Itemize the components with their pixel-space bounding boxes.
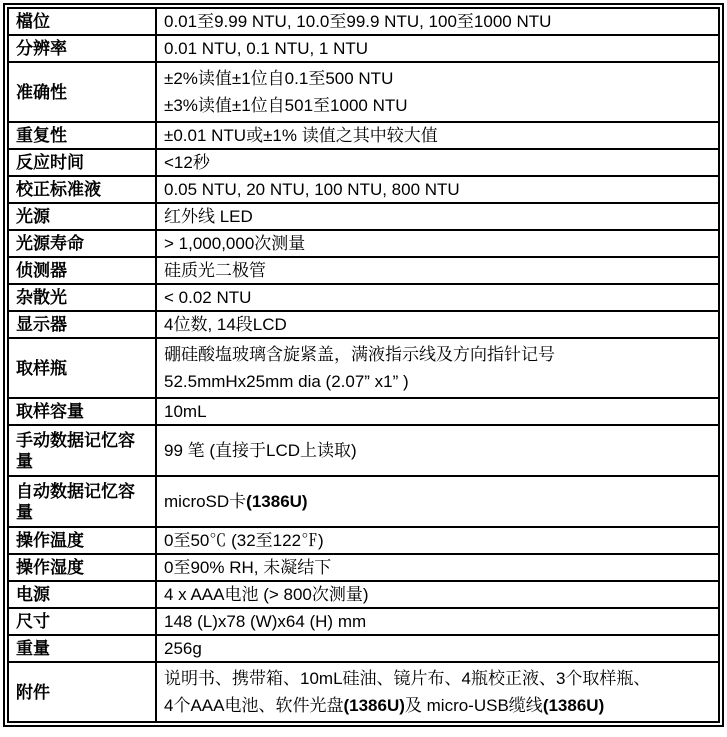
value-text: 10mL — [164, 402, 207, 421]
row-value — [156, 122, 719, 149]
table-row — [8, 203, 719, 230]
row-label: 重复性 — [8, 122, 156, 149]
row-value — [156, 338, 719, 398]
table-row — [8, 122, 719, 149]
value-text: 0至90% RH, 未凝结下 — [164, 558, 332, 577]
row-label: 侦测器 — [8, 257, 156, 284]
row-label: 操作湿度 — [8, 554, 156, 581]
row-label: 反应时间 — [8, 149, 156, 176]
model-number-bold: (1386U) — [542, 696, 605, 715]
value-text: 4 x AAA电池 (> 800次测量) — [164, 585, 369, 604]
value-text: <12秒 — [164, 153, 210, 172]
table-row — [8, 62, 719, 122]
row-value — [156, 8, 719, 35]
row-value-line — [164, 491, 711, 512]
table-row — [8, 554, 719, 581]
row-value-line — [164, 530, 711, 551]
row-value — [156, 311, 719, 338]
row-value — [156, 62, 719, 122]
row-value-line — [164, 584, 711, 605]
value-text: > 1,000,000次测量 — [164, 234, 306, 253]
spec-table-frame — [3, 3, 724, 727]
row-value-line — [164, 611, 711, 632]
row-value-line — [164, 65, 711, 92]
row-label: 校正标准液 — [8, 176, 156, 203]
value-text: 4个AAA电池、软件光盘 — [164, 696, 344, 715]
row-value-line — [164, 341, 711, 368]
spec-table-body — [8, 8, 719, 722]
table-row — [8, 230, 719, 257]
value-text: 说明书、携带箱、10mL硅油、镜片布、4瓶校正液、3个取样瓶、 — [164, 669, 651, 688]
value-text: < 0.02 NTU — [164, 288, 252, 307]
row-value — [156, 257, 719, 284]
row-value-line — [164, 92, 711, 119]
row-label: 尺寸 — [8, 608, 156, 635]
model-number-bold: (1386U) — [343, 696, 405, 715]
row-value-line — [164, 368, 711, 395]
spec-table — [7, 7, 720, 723]
row-label: 附件 — [8, 662, 156, 722]
row-value — [156, 476, 719, 527]
value-text: 99 笔 (直接于LCD上读取) — [164, 441, 357, 460]
table-row — [8, 662, 719, 722]
value-text: 0至50℃ (32至122℉) — [164, 531, 324, 550]
row-value — [156, 581, 719, 608]
row-value-line — [164, 287, 711, 308]
row-value-line — [164, 665, 711, 692]
value-text: 硅质光二极管 — [164, 261, 266, 280]
table-row — [8, 338, 719, 398]
row-value-line — [164, 152, 711, 173]
table-row — [8, 527, 719, 554]
value-text: 0.01 NTU, 0.1 NTU, 1 NTU — [164, 39, 369, 58]
row-label: 准确性 — [8, 62, 156, 122]
value-text: 及 micro-USB缆线 — [404, 696, 543, 715]
row-value — [156, 554, 719, 581]
table-row — [8, 311, 719, 338]
row-value — [156, 527, 719, 554]
row-value-line — [164, 692, 711, 719]
value-text: 52.5mmHx25mm dia (2.07” x1” ) — [164, 372, 409, 391]
table-row — [8, 398, 719, 425]
row-value — [156, 203, 719, 230]
row-label: 手动数据记忆容量 — [8, 425, 156, 476]
table-row — [8, 608, 719, 635]
table-row — [8, 425, 719, 476]
row-value — [156, 35, 719, 62]
value-text: 256g — [164, 639, 202, 658]
row-value-line — [164, 557, 711, 578]
row-label: 檔位 — [8, 8, 156, 35]
row-label: 光源寿命 — [8, 230, 156, 257]
row-value-line — [164, 638, 711, 659]
row-label: 杂散光 — [8, 284, 156, 311]
row-label: 操作温度 — [8, 527, 156, 554]
row-value-line — [164, 179, 711, 200]
row-value-line — [164, 38, 711, 59]
table-row — [8, 149, 719, 176]
table-row — [8, 476, 719, 527]
row-value-line — [164, 260, 711, 281]
value-text: microSD卡 — [164, 492, 247, 511]
row-value — [156, 149, 719, 176]
table-row — [8, 635, 719, 662]
value-text: ±2%读值±1位自0.1至500 NTU — [164, 69, 394, 88]
row-label: 自动数据记忆容量 — [8, 476, 156, 527]
row-value-line — [164, 233, 711, 254]
row-label: 重量 — [8, 635, 156, 662]
value-text: ±0.01 NTU或±1% 读值之其中较大值 — [164, 126, 438, 145]
row-value — [156, 284, 719, 311]
row-label: 取样容量 — [8, 398, 156, 425]
table-row — [8, 8, 719, 35]
row-label: 取样瓶 — [8, 338, 156, 398]
row-label: 光源 — [8, 203, 156, 230]
value-text: 4位数, 14段LCD — [164, 315, 287, 334]
row-value-line — [164, 206, 711, 227]
row-value — [156, 176, 719, 203]
value-text: 硼硅酸塩玻璃含旋紧盖，满液指示线及方向指针记号 — [164, 345, 555, 364]
value-text: ±3%读值±1位自501至1000 NTU — [164, 96, 408, 115]
value-text: 0.05 NTU, 20 NTU, 100 NTU, 800 NTU — [164, 180, 460, 199]
row-label: 电源 — [8, 581, 156, 608]
table-row — [8, 581, 719, 608]
row-value — [156, 398, 719, 425]
table-row — [8, 176, 719, 203]
row-value-line — [164, 314, 711, 335]
row-value-line — [164, 440, 711, 461]
value-text: 0.01至9.99 NTU, 10.0至99.9 NTU, 100至1000 NTU — [164, 12, 552, 31]
row-label: 显示器 — [8, 311, 156, 338]
row-value — [156, 230, 719, 257]
table-row — [8, 257, 719, 284]
row-value — [156, 608, 719, 635]
row-value-line — [164, 125, 711, 146]
model-number-bold: (1386U) — [246, 492, 308, 511]
row-value-line — [164, 401, 711, 422]
row-value — [156, 635, 719, 662]
value-text: 红外线 LED — [164, 207, 253, 226]
row-value — [156, 662, 719, 722]
table-row — [8, 35, 719, 62]
row-value-line — [164, 11, 711, 32]
row-value — [156, 425, 719, 476]
table-row — [8, 284, 719, 311]
row-label: 分辨率 — [8, 35, 156, 62]
value-text: 148 (L)x78 (W)x64 (H) mm — [164, 612, 367, 631]
